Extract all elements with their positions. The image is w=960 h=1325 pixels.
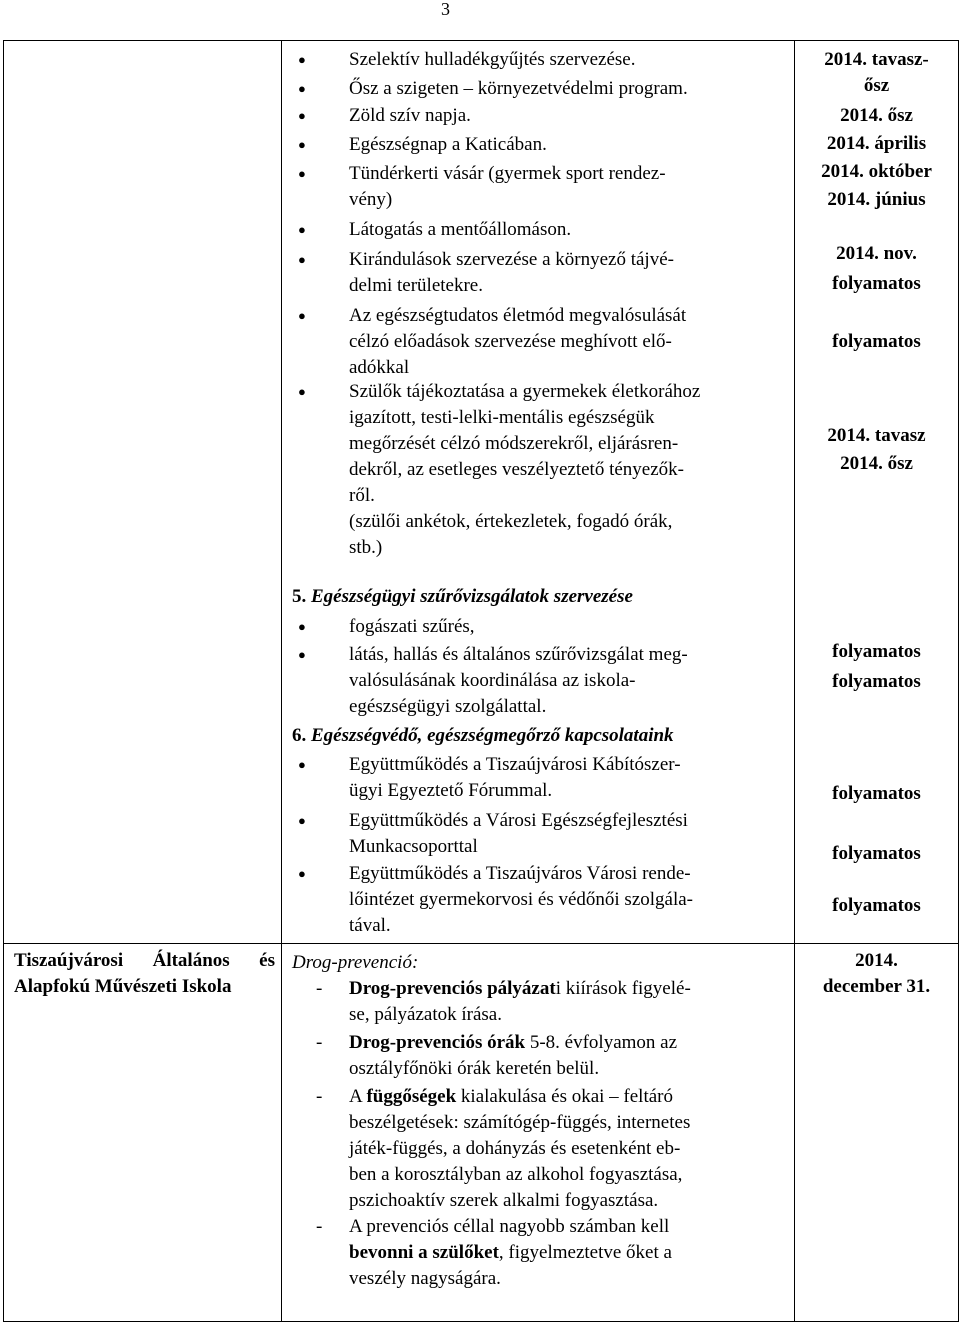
text-part: A prevenciós céllal nagyobb számban kell <box>349 1216 670 1237</box>
table-row <box>4 944 959 1322</box>
deadline-date: 2014. ősz <box>840 453 913 474</box>
bullet-icon: ● <box>298 137 306 152</box>
bullet-icon: ● <box>298 647 306 662</box>
list-item-text: Együttműködés a Városi Egészségfejlesztési Munkacsoporttal <box>349 810 688 857</box>
list-item-text: Együttműködés a Tiszaújvárosi Kábítószer- ügyi Egyeztető Fórummal. <box>349 754 681 801</box>
list-item-text <box>349 1030 778 1082</box>
dash-marker: - <box>316 1086 323 1107</box>
list-item-text <box>349 976 778 1028</box>
bullet-icon: ● <box>298 866 306 881</box>
bullet-icon: ● <box>298 384 306 399</box>
text-part: , figyelmeztetve őket a veszély nagyságára. <box>349 1242 672 1289</box>
bullet-icon: ● <box>298 222 306 237</box>
bullet-icon: ● <box>298 166 306 181</box>
institution-cell-empty <box>4 41 282 944</box>
deadline-date: folyamatos <box>832 843 921 864</box>
plan-table <box>3 40 959 1322</box>
section-number: 5. <box>292 586 307 607</box>
activities-cell <box>282 41 795 944</box>
school-name: Tiszaújvárosi Általános és Alapfokú Művészeti Iskola <box>14 950 275 997</box>
institution-cell <box>4 944 282 1322</box>
deadline-date: folyamatos <box>832 273 921 294</box>
bullet-icon: ● <box>298 52 306 67</box>
emphasis: Drog-prevenciós órák <box>349 1032 526 1053</box>
text-part: 5-8. évfolyamon az osztályfőnöki órák keretén belül. <box>349 1032 678 1079</box>
dash-marker: - <box>316 1216 323 1237</box>
list-item-text <box>349 1084 778 1214</box>
list-item-text: Látogatás a mentőállomáson. <box>349 219 572 240</box>
deadline-date: 2014. nov. <box>836 243 917 264</box>
text-part: kialakulása és okai – feltáró beszélgetések: számítógép-függés, internetes játék-függés, a dohányzás és esetenként eb- ben a korosztályban az alkohol fogyasztása, pszichoaktív szerek alkalmi fogyasztása. <box>349 1086 691 1211</box>
list-item-text: Együttműködés a Tiszaújváros Városi rende- lőintézet gyermekorvosi és védőnői szolgála- tával. <box>349 863 694 936</box>
list-item-text: Egészségnap a Katicában. <box>349 134 547 155</box>
deadline-date: folyamatos <box>832 671 921 692</box>
list-item-text: Kirándulások szervezése a környező tájvé- delmi területekre. <box>349 249 674 296</box>
bullet-icon: ● <box>298 308 306 323</box>
list-item-text: Ősz a szigeten – környezetvédelmi program. <box>349 78 688 99</box>
bullet-icon: ● <box>298 813 306 828</box>
deadline-date: folyamatos <box>832 783 921 804</box>
page-number: 3 <box>441 0 450 19</box>
activities-cell <box>282 944 795 1322</box>
text-part: i kiírások figyelé- se, pályázatok írása. <box>349 978 691 1025</box>
list-item-text: látás, hallás és általános szűrővizsgálat meg- valósulásának koordinálása az iskola- egészségügyi szolgálattal. <box>349 644 688 717</box>
drog-prevention-title: Drog-prevenció: <box>292 952 419 973</box>
list-item-text: Az egészségtudatos életmód megvalósulását célzó előadások szervezése meghívott elő- adókkal <box>349 305 687 378</box>
list-item-text: Szülők tájékoztatása a gyermekek életkorához igazított, testi-lelki-mentális egészségük megőrzését célzó módszerekről, eljárásren- dekről, az esetleges veszélyeztető tényezők- ről. (szülői ankétok, értekezletek, fogadó órák, stb.) <box>349 381 701 558</box>
list-item-text: fogászati szűrés, <box>349 616 475 637</box>
deadline-date: 2014. december 31. <box>822 950 931 997</box>
bullet-icon: ● <box>298 81 306 96</box>
deadline-date: 2014. tavasz <box>827 425 926 446</box>
list-item-text <box>349 1214 778 1292</box>
deadline-date: 2014. április <box>826 133 927 154</box>
section-5-heading <box>292 584 784 610</box>
table-row <box>4 41 959 944</box>
deadline-date: 2014. tavasz- ősz <box>824 49 929 96</box>
section-title: Egészségvédő, egészségmegőrző kapcsolataink <box>311 725 674 746</box>
deadline-date: folyamatos <box>832 895 921 916</box>
section-number: 6. <box>292 725 307 746</box>
emphasis: Drog-prevenciós pályázat <box>349 978 556 999</box>
emphasis: függőségek <box>366 1086 457 1107</box>
emphasis: bevonni a szülőket <box>349 1242 499 1263</box>
bullet-icon: ● <box>298 619 306 634</box>
deadline-date: 2014. ősz <box>840 105 913 126</box>
bullet-icon: ● <box>298 757 306 772</box>
bullet-icon: ● <box>298 252 306 267</box>
bullet-icon: ● <box>298 108 306 123</box>
deadline-cell <box>795 944 959 1322</box>
list-item-text: Szelektív hulladékgyűjtés szervezése. <box>349 49 636 70</box>
deadline-date: folyamatos <box>832 641 921 662</box>
deadline-date: folyamatos <box>832 331 921 352</box>
deadline-date: 2014. október <box>821 161 932 182</box>
section-6-heading <box>292 723 784 749</box>
list-item-text: Zöld szív napja. <box>349 105 471 126</box>
text-part: A <box>349 1086 367 1107</box>
section-title: Egészségügyi szűrővizsgálatok szervezése <box>311 586 633 607</box>
deadline-cell <box>795 41 959 944</box>
dash-marker: - <box>316 978 323 999</box>
dash-marker: - <box>316 1032 323 1053</box>
deadline-date: 2014. június <box>827 189 926 210</box>
list-item-text: Tündérkerti vásár (gyermek sport rendez- vény) <box>349 163 666 210</box>
